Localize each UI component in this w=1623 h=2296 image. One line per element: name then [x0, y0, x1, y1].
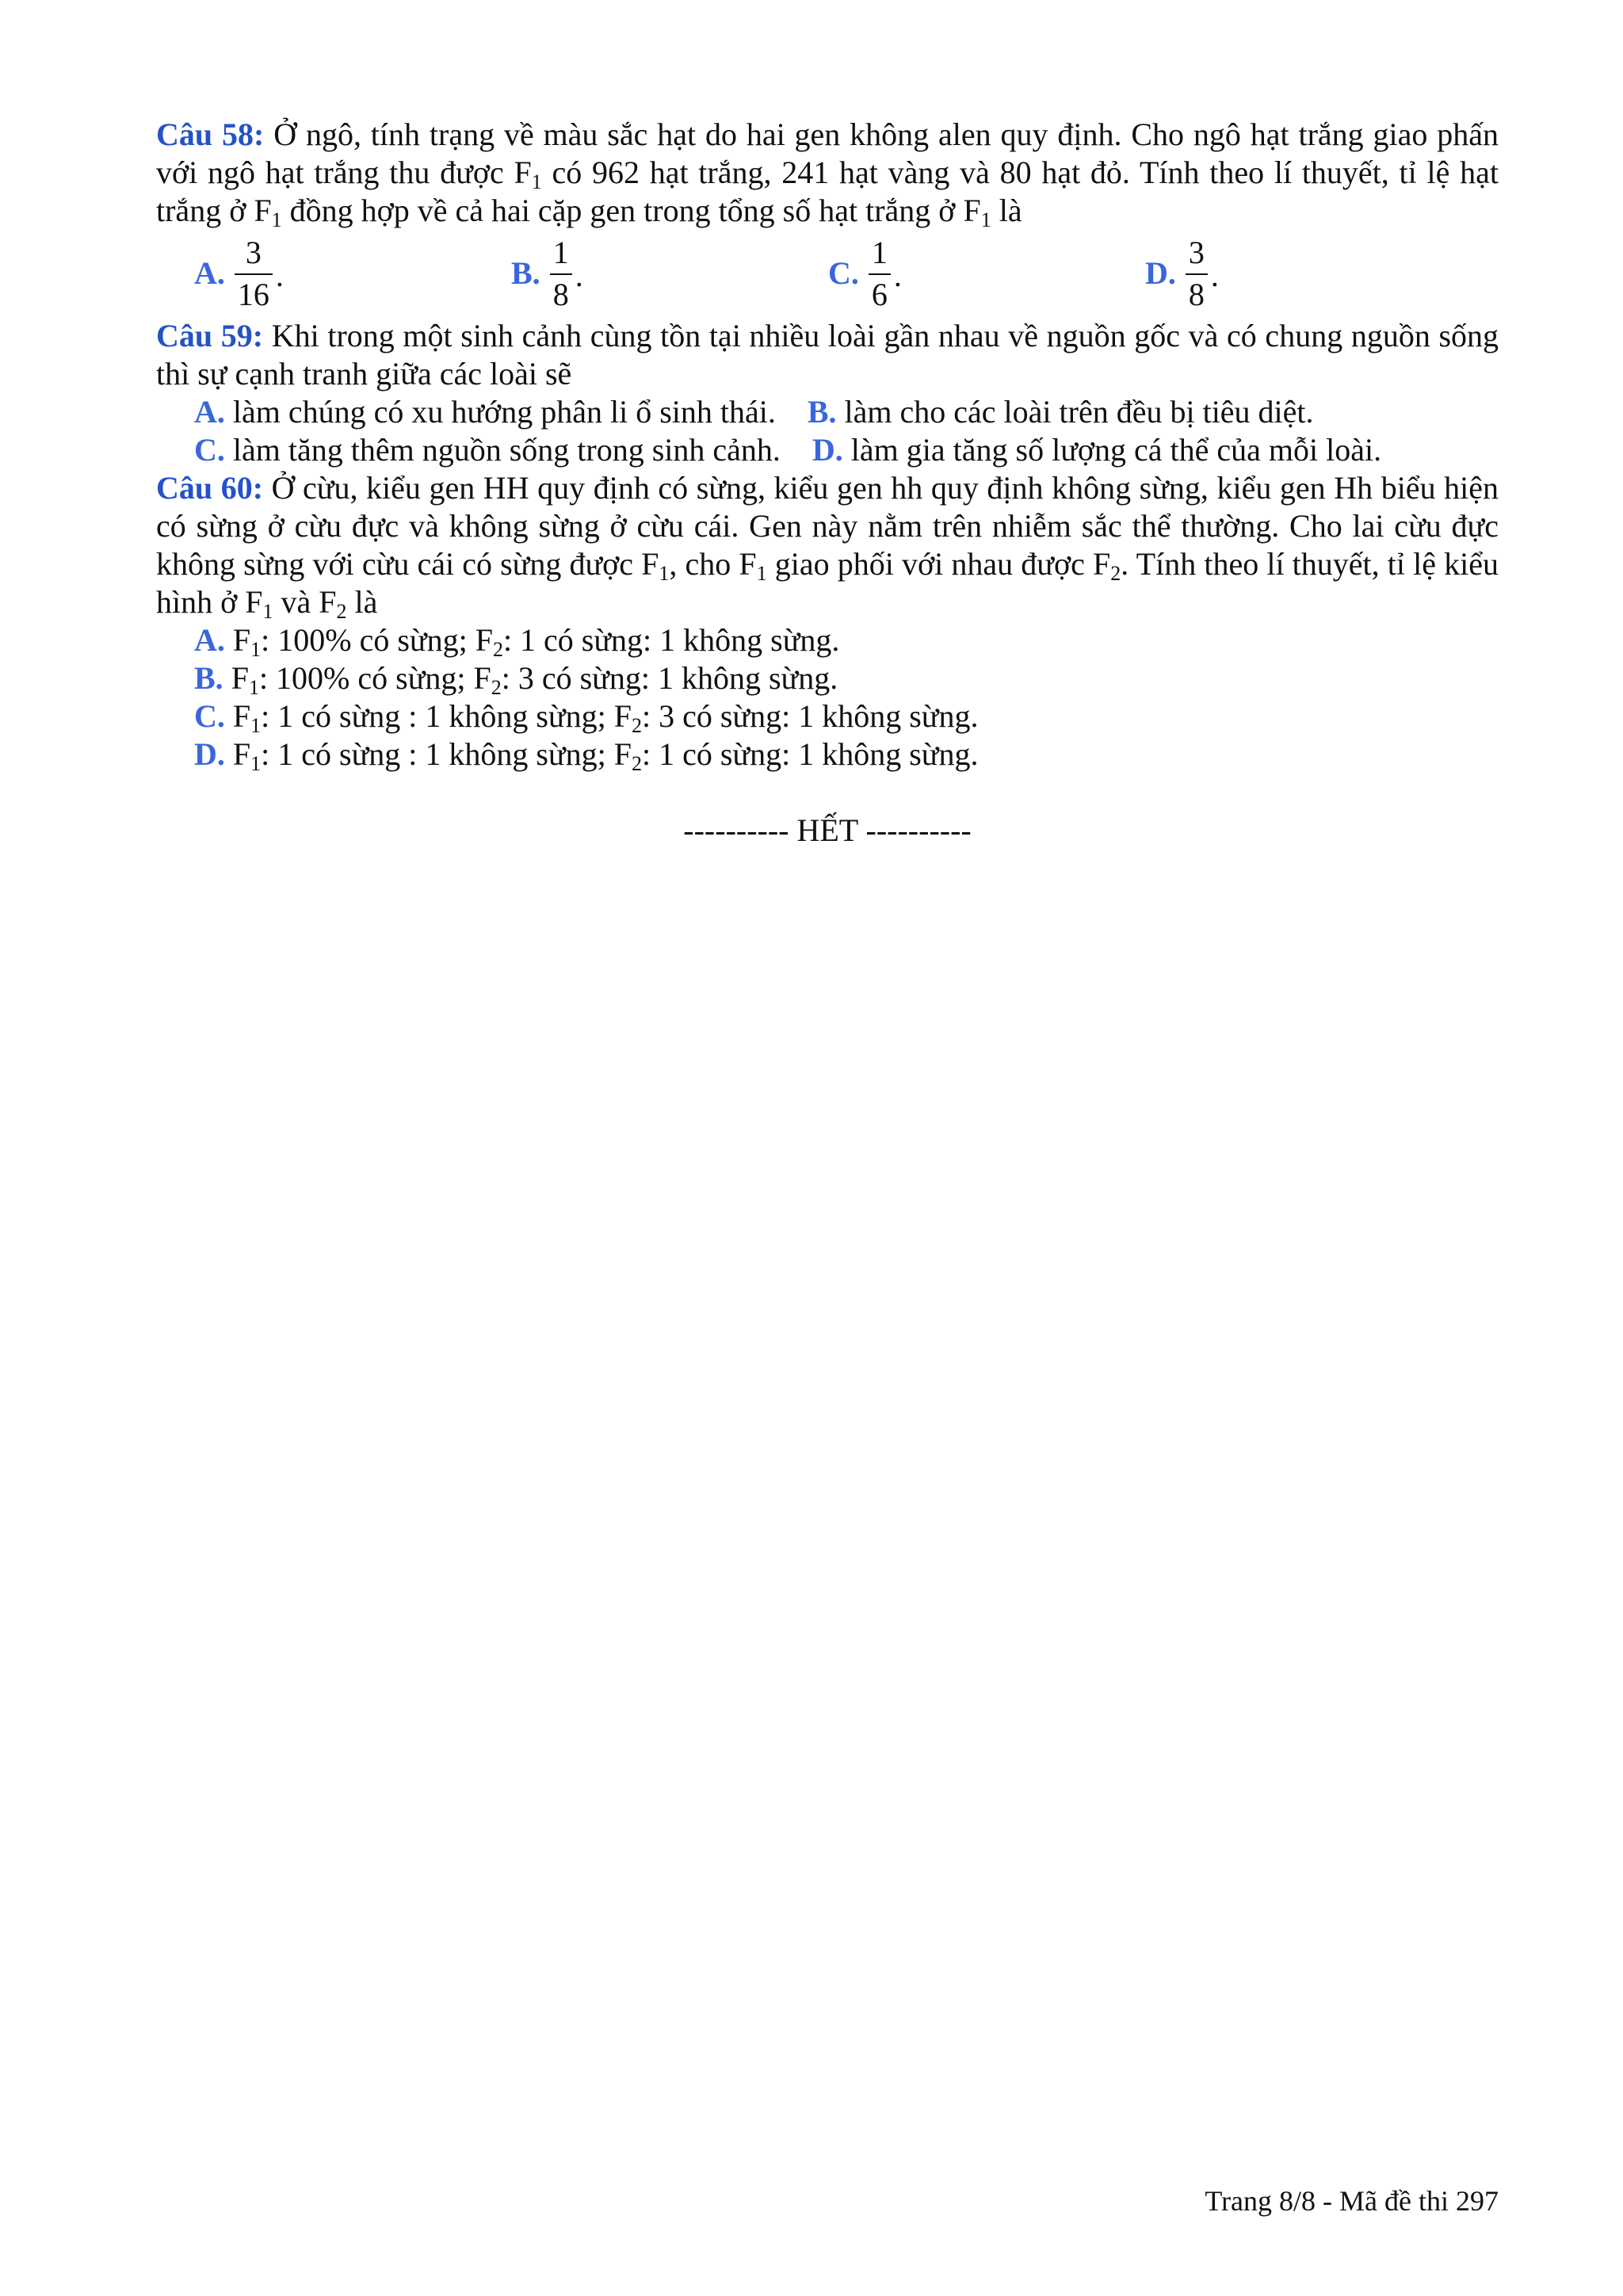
- option-text: F: [232, 622, 251, 658]
- subscript: 1: [250, 714, 262, 737]
- option-text: F: [231, 660, 249, 696]
- subscript: 1: [271, 208, 282, 231]
- question-58-text: đồng hợp về cả hai cặp gen trong tổng số hạt trắng ở F: [281, 193, 981, 228]
- fraction-bar: [869, 273, 891, 275]
- option-text: làm gia tăng số lượng cá thể của mỗi loài.: [842, 432, 1382, 468]
- question-58-label: Câu 58:: [156, 117, 265, 152]
- option-label: A.: [194, 255, 225, 291]
- fraction: [1186, 235, 1208, 313]
- option-text: : 1 có sừng : 1 không sừng; F: [261, 736, 632, 772]
- question-59-options-row-2: [156, 431, 1499, 469]
- option-59-b: [808, 393, 1314, 431]
- question-60-text: Ở cừu, kiểu gen HH quy định có sừng, kiểu gen hh quy định không sừng, kiểu gen Hh biểu hiện có sừng ở cừu đực và không sừng ở cừu cái. Gen này nằm trên nhiễm sắc thể thường. Cho lai cừu đực không sừng với cừu cái có sừng được F: [156, 470, 1499, 582]
- question-60-text: . Tính theo lí thuyết, tỉ lệ kiểu hình ở F: [156, 546, 1499, 620]
- option-60-d: [194, 735, 1499, 774]
- option-period: .: [1210, 258, 1219, 293]
- option-text: : 1 có sừng : 1 không sừng; F: [261, 698, 632, 734]
- option-label: C.: [828, 255, 859, 291]
- page-content: [156, 116, 1499, 850]
- option-59-a: [194, 393, 776, 431]
- option-text: : 1 có sừng: 1 không sừng.: [502, 622, 840, 658]
- option-60-b: [194, 659, 1499, 697]
- subscript: 1: [262, 600, 273, 623]
- question-59-options-row-1: [156, 393, 1499, 431]
- fraction-denominator: 8: [552, 276, 569, 312]
- option-period: .: [893, 258, 902, 293]
- option-text: làm cho các loài trên đều bị tiêu diệt.: [836, 394, 1314, 430]
- option-58-c: [828, 230, 902, 317]
- fraction: [235, 235, 273, 313]
- option-text: : 3 có sừng: 1 không sừng.: [641, 698, 979, 734]
- option-label: A.: [194, 394, 225, 430]
- question-60-text: , cho F: [669, 546, 757, 582]
- option-text: : 3 có sừng: 1 không sừng.: [501, 660, 838, 696]
- question-58-text: có 962 hạt trắng, 241 hạt vàng và 80 hạt đỏ. Tính theo lí thuyết, tỉ lệ hạt trắng ở F: [156, 155, 1499, 228]
- question-58-text: Ở ngô, tính trạng về màu sắc hạt do hai gen không alen quy định. Cho ngô hạt trắng giao phấn với ngô hạt trắng thu được F: [156, 117, 1499, 190]
- fraction-bar: [1186, 273, 1208, 275]
- fraction-denominator: 6: [871, 276, 888, 312]
- option-58-d: [1145, 230, 1219, 317]
- fraction-denominator: 16: [237, 276, 269, 312]
- option-58-a: [194, 230, 284, 317]
- option-label: D.: [194, 736, 225, 772]
- option-text: làm chúng có xu hướng phân li ổ sinh thái.: [224, 394, 776, 430]
- question-60-text: là: [346, 584, 378, 620]
- question-60-label: Câu 60:: [156, 470, 264, 506]
- subscript: 2: [1110, 562, 1121, 585]
- option-text: : 100% có sừng; F: [261, 622, 493, 658]
- subscript: 2: [492, 638, 503, 661]
- option-label: B.: [194, 660, 223, 696]
- subscript: 2: [336, 600, 347, 623]
- fraction-numerator: 1: [871, 234, 888, 270]
- question-58-text: là: [991, 193, 1022, 228]
- option-text: làm tăng thêm nguồn sống trong sinh cảnh.: [224, 432, 781, 468]
- option-59-c: [194, 431, 781, 469]
- option-label: D.: [812, 432, 843, 468]
- subscript: 2: [491, 676, 502, 699]
- subscript: 1: [250, 752, 262, 775]
- subscript: 1: [250, 638, 262, 661]
- fraction-numerator: 1: [552, 234, 569, 270]
- option-text: : 100% có sừng; F: [258, 660, 491, 696]
- option-label: A.: [194, 622, 225, 658]
- question-59-label: Câu 59:: [156, 318, 264, 353]
- option-text: : 1 có sừng: 1 không sừng.: [641, 736, 979, 772]
- subscript: 2: [631, 714, 642, 737]
- option-label: C.: [194, 698, 225, 734]
- subscript: 1: [659, 562, 670, 585]
- question-60-text: và F: [273, 584, 337, 620]
- option-label: D.: [1145, 255, 1176, 291]
- page-footer: Trang 8/8 - Mã đề thi 297: [1205, 2185, 1499, 2217]
- fraction: [869, 235, 891, 313]
- subscript: 1: [756, 562, 767, 585]
- fraction-numerator: 3: [245, 234, 262, 270]
- question-58: [156, 116, 1499, 230]
- option-text: F: [232, 698, 251, 734]
- question-58-options: [156, 230, 1499, 317]
- option-period: .: [575, 258, 583, 293]
- fraction-bar: [235, 273, 273, 275]
- subscript: 1: [531, 170, 542, 193]
- question-60: [156, 469, 1499, 621]
- option-60-a: [194, 621, 1499, 659]
- question-59-text: Khi trong một sinh cảnh cùng tồn tại nhiều loài gần nhau về nguồn gốc và có chung nguồn sống thì sự cạnh tranh giữa các loài sẽ: [156, 318, 1499, 392]
- fraction: [550, 235, 572, 313]
- subscript: 1: [248, 676, 259, 699]
- option-60-c: [194, 697, 1499, 735]
- option-59-d: [812, 431, 1381, 469]
- option-58-b: [511, 230, 583, 317]
- option-label: C.: [194, 432, 225, 468]
- option-period: .: [275, 258, 284, 293]
- subscript: 1: [980, 208, 991, 231]
- option-label: B.: [807, 394, 837, 430]
- question-59: [156, 317, 1499, 393]
- subscript: 2: [631, 752, 642, 775]
- fraction-denominator: 8: [1188, 276, 1205, 312]
- option-label: B.: [511, 255, 540, 291]
- end-marker: ---------- HẾT ----------: [683, 812, 972, 848]
- question-60-text: giao phối với nhau được F: [766, 546, 1111, 582]
- option-text: F: [232, 736, 251, 772]
- fraction-bar: [550, 273, 572, 275]
- fraction-numerator: 3: [1188, 234, 1205, 270]
